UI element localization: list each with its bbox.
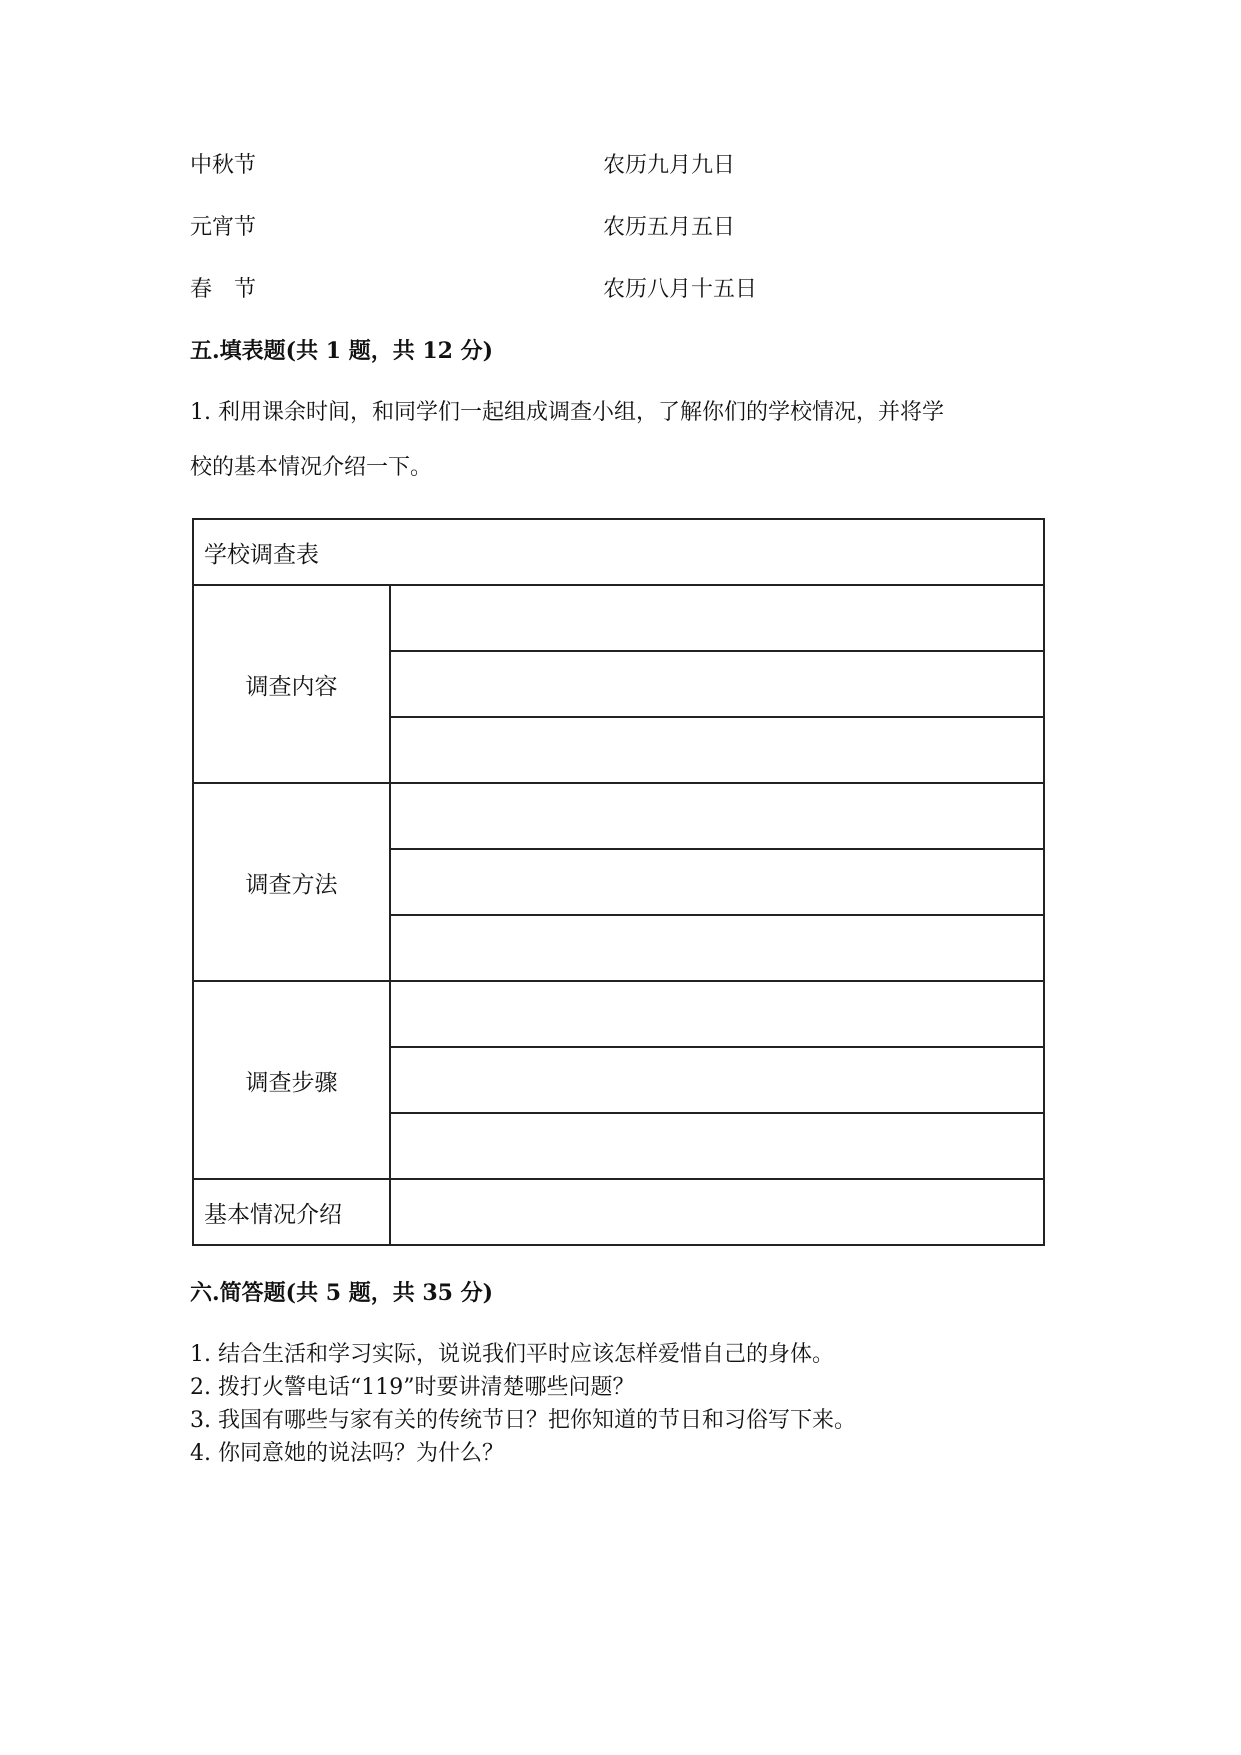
section5-question-line1: 1. 利用课余时间，和同学们一起组成调查小组，了解你们的学校情况，并将学 <box>190 400 944 425</box>
match-left-2: 元宵节 <box>190 215 257 240</box>
section6-question-4: 4. 你同意她的说法吗？为什么？ <box>190 1441 504 1466</box>
answer-cell[interactable] <box>390 717 1044 783</box>
answer-cell[interactable] <box>390 585 1044 651</box>
section6-heading: 六.简答题(共 5 题，共 35 分) <box>190 1280 494 1306</box>
match-right-1: 农历九月九日 <box>603 153 736 178</box>
answer-cell[interactable] <box>390 783 1044 849</box>
answer-cell[interactable] <box>390 1113 1044 1179</box>
match-left-3: 春 节 <box>190 277 257 302</box>
match-right-3: 农历八月十五日 <box>603 277 758 302</box>
answer-cell[interactable] <box>390 849 1044 915</box>
match-right-2: 农历五月五日 <box>603 215 736 240</box>
survey-table-title: 学校调查表 <box>193 519 1044 585</box>
section6-question-1: 1. 结合生活和学习实际，说说我们平时应该怎样爱惜自己的身体。 <box>190 1342 834 1367</box>
survey-group-steps: 调查步骤 <box>193 981 390 1179</box>
section5-question-line2: 校的基本情况介绍一下。 <box>190 455 433 480</box>
survey-group-method: 调查方法 <box>193 783 390 981</box>
survey-group-content: 调查内容 <box>193 585 390 783</box>
section5-heading: 五.填表题(共 1 题，共 12 分) <box>190 338 494 364</box>
answer-cell[interactable] <box>390 1179 1044 1245</box>
answer-cell[interactable] <box>390 915 1044 981</box>
answer-cell[interactable] <box>390 1047 1044 1113</box>
answer-cell[interactable] <box>390 981 1044 1047</box>
section6-question-3: 3. 我国有哪些与家有关的传统节日？把你知道的节日和习俗写下来。 <box>190 1408 856 1433</box>
answer-cell[interactable] <box>390 651 1044 717</box>
match-left-1: 中秋节 <box>190 153 257 178</box>
section6-question-2: 2. 拨打火警电话“119”时要讲清楚哪些问题？ <box>190 1375 635 1400</box>
survey-intro-label: 基本情况介绍 <box>193 1179 390 1245</box>
school-survey-table <box>192 518 1045 1246</box>
